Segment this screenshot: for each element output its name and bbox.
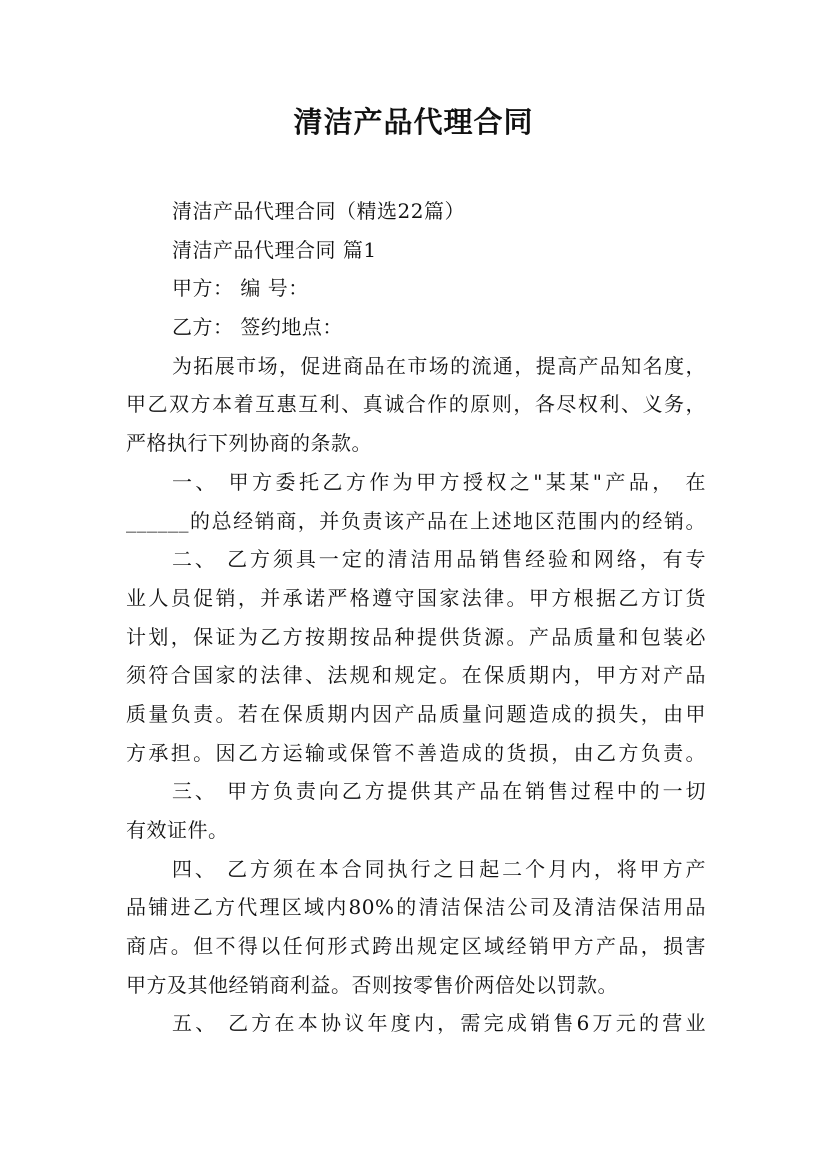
party-b-line: 乙方： 签约地点： [172, 315, 343, 340]
clause-line: 品铺进乙方代理区域内80%的清洁保洁公司及清洁保洁用品 [126, 895, 706, 920]
clause-line: 须符合国家的法律、法规和规定。在保质期内，甲方对产品 [126, 663, 706, 688]
clause-line: 质量负责。若在保质期内因产品质量问题造成的损失，由甲 [126, 701, 706, 726]
section-heading: 清洁产品代理合同 篇1 [172, 237, 377, 262]
clause-line: 三、 甲方负责向乙方提供其产品在销售过程中的一切 [172, 779, 706, 804]
paragraph-line: 甲乙双方本着互惠互利、真诚合作的原则，各尽权利、义务， [126, 392, 706, 417]
paragraph-line: 严格执行下列协商的条款。 [126, 431, 372, 456]
document-body [126, 192, 706, 1043]
clause-line: 一、 甲方委托乙方作为甲方授权之"某某"产品， 在 [172, 469, 706, 494]
clause-line: 业人员促销，并承诺严格遵守国家法律。甲方根据乙方订货 [126, 585, 706, 610]
subtitle-line: 清洁产品代理合同（精选22篇） [172, 199, 465, 223]
clause-line: 商店。但不得以任何形式跨出规定区域经销甲方产品，损害 [126, 934, 706, 959]
clause-line: 五、 乙方在本协议年度内，需完成销售6万元的营业 [172, 1011, 706, 1036]
clause-line: 计划，保证为乙方按期按品种提供货源。产品质量和包装必 [126, 624, 706, 649]
document-title: 清洁产品代理合同 [293, 105, 534, 139]
paragraph-line: 为拓展市场，促进商品在市场的流通，提高产品知名度， [172, 353, 706, 378]
clause-line: 有效证件。 [126, 818, 229, 842]
clause-line: 四、 乙方须在本合同执行之日起二个月内，将甲方产 [172, 856, 706, 881]
clause-line: 方承担。因乙方运输或保管不善造成的货损，由乙方负责。 [126, 740, 706, 765]
party-a-line: 甲方： 编 号： [172, 276, 309, 301]
clause-line: 甲方及其他经销商利益。否则按零售价两倍处以罚款。 [126, 972, 618, 997]
clause-line: ______的总经销商，并负责该产品在上述地区范围内的经销。 [126, 508, 706, 533]
clause-line: 二、 乙方须具一定的清洁用品销售经验和网络，有专 [172, 547, 706, 572]
